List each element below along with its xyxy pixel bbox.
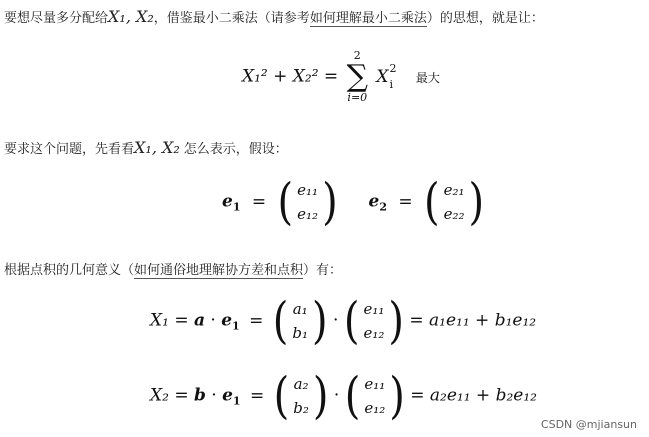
eq1-lhs: X₁² + X₂² = [242,66,339,87]
eq3-e-bot: e₁₂ [363,324,385,342]
eq3-vector-e: ( e₁₁ e₁₂ ) [343,292,404,350]
equation-x1: $X_1 = a \cdot e_1$ = ( a₁ b₁ ) · ( e₁₁ e₁₂ ) = a₁e₁₁ + b₁e₁₂ [150,292,537,350]
eq3-a-top: a₁ [292,300,308,318]
sum-lower: i=0 [347,91,368,104]
eq4-e-top: e₁₁ [364,375,386,393]
paragraph-dot-product [4,263,342,279]
eq4-a-top: a₂ [293,375,309,393]
e2-bot: e₂₂ [443,205,465,223]
paragraph-question [4,140,288,158]
eq4-vector-a: ( a₂ b₂ ) [273,367,329,425]
question-text: 要求这个问题，先看看 [4,142,135,157]
intro-suffix: ）的思想，就是让： [426,11,544,26]
eq1-term: X [376,66,389,87]
eq3-rhs: = a₁e₁₁ + b₁e₁₂ [409,310,537,331]
intro-text: 要想尽量多分配给 [4,11,109,26]
question-vars: X₁, X₂ [134,138,180,157]
paragraph-intro [4,9,544,27]
csdn-watermark: CSDN @mjiansun [540,418,637,431]
eq4-a-bot: b₂ [293,399,309,417]
intro-mid: ，借鉴最小二乘法（请参考 [153,11,310,26]
equation-x2: $X_2 = b \cdot e_1$ = ( a₂ b₂ ) · ( e₁₁ e₁₂ ) = a₂e₁₁ + b₂e₁₂ [150,367,537,425]
eq4-vec: b [193,385,206,406]
e1-top: e₁₁ [297,181,319,199]
eq3-vec: a [193,310,205,331]
e2-vector: ( e₂₁ e₂₂ ) [424,173,485,231]
question-suffix: 怎么表示，假设： [183,142,288,157]
eq4-e-bot: e₁₂ [364,399,386,417]
summation: 2 ∑ i=0 [346,49,368,104]
eq4-vector-e: ( e₁₁ e₁₂ ) [344,367,405,425]
e1-name: e [222,191,233,212]
e2-name: e [368,191,380,212]
e1-bot: e₁₂ [297,205,319,223]
intro-vars: X₁, X₂ [108,7,154,26]
dot-suffix: ）有： [303,263,343,278]
e2-top: e₂₁ [443,181,465,199]
eq3-vector-a: ( a₁ b₁ ) [272,292,328,350]
sum-upper: 2 [353,49,361,62]
eq1-label: 最大 [415,70,440,85]
e1-sub: 1 [232,200,241,214]
eq4-lhs: X₂ = [150,385,189,406]
eq3-lhs: X₁ = [150,310,189,331]
e1-vector: ( e₁₁ e₁₂ ) [277,173,338,231]
equation-basis-vectors: $e_1$ = ( e₁₁ e₁₂ ) $e_2$ = ( e₂₁ e₂₂ ) [222,173,485,231]
equation-sum-squares: X₁² + X₂² = 2 ∑ i=0 X 2 i 最大 [242,49,440,104]
eq3-a-bot: b₁ [292,324,308,342]
eq4-rhs: = a₂e₁₁ + b₂e₁₂ [410,385,537,406]
eq3-e-top: e₁₁ [363,300,385,318]
dot-text: 根据点积的几何意义（ [4,263,135,278]
covariance-link[interactable]: 如何通俗地理解协方差和点积 [134,263,304,278]
e2-sub: 2 [379,200,387,214]
least-squares-link[interactable]: 如何理解最小二乘法 [309,11,427,26]
